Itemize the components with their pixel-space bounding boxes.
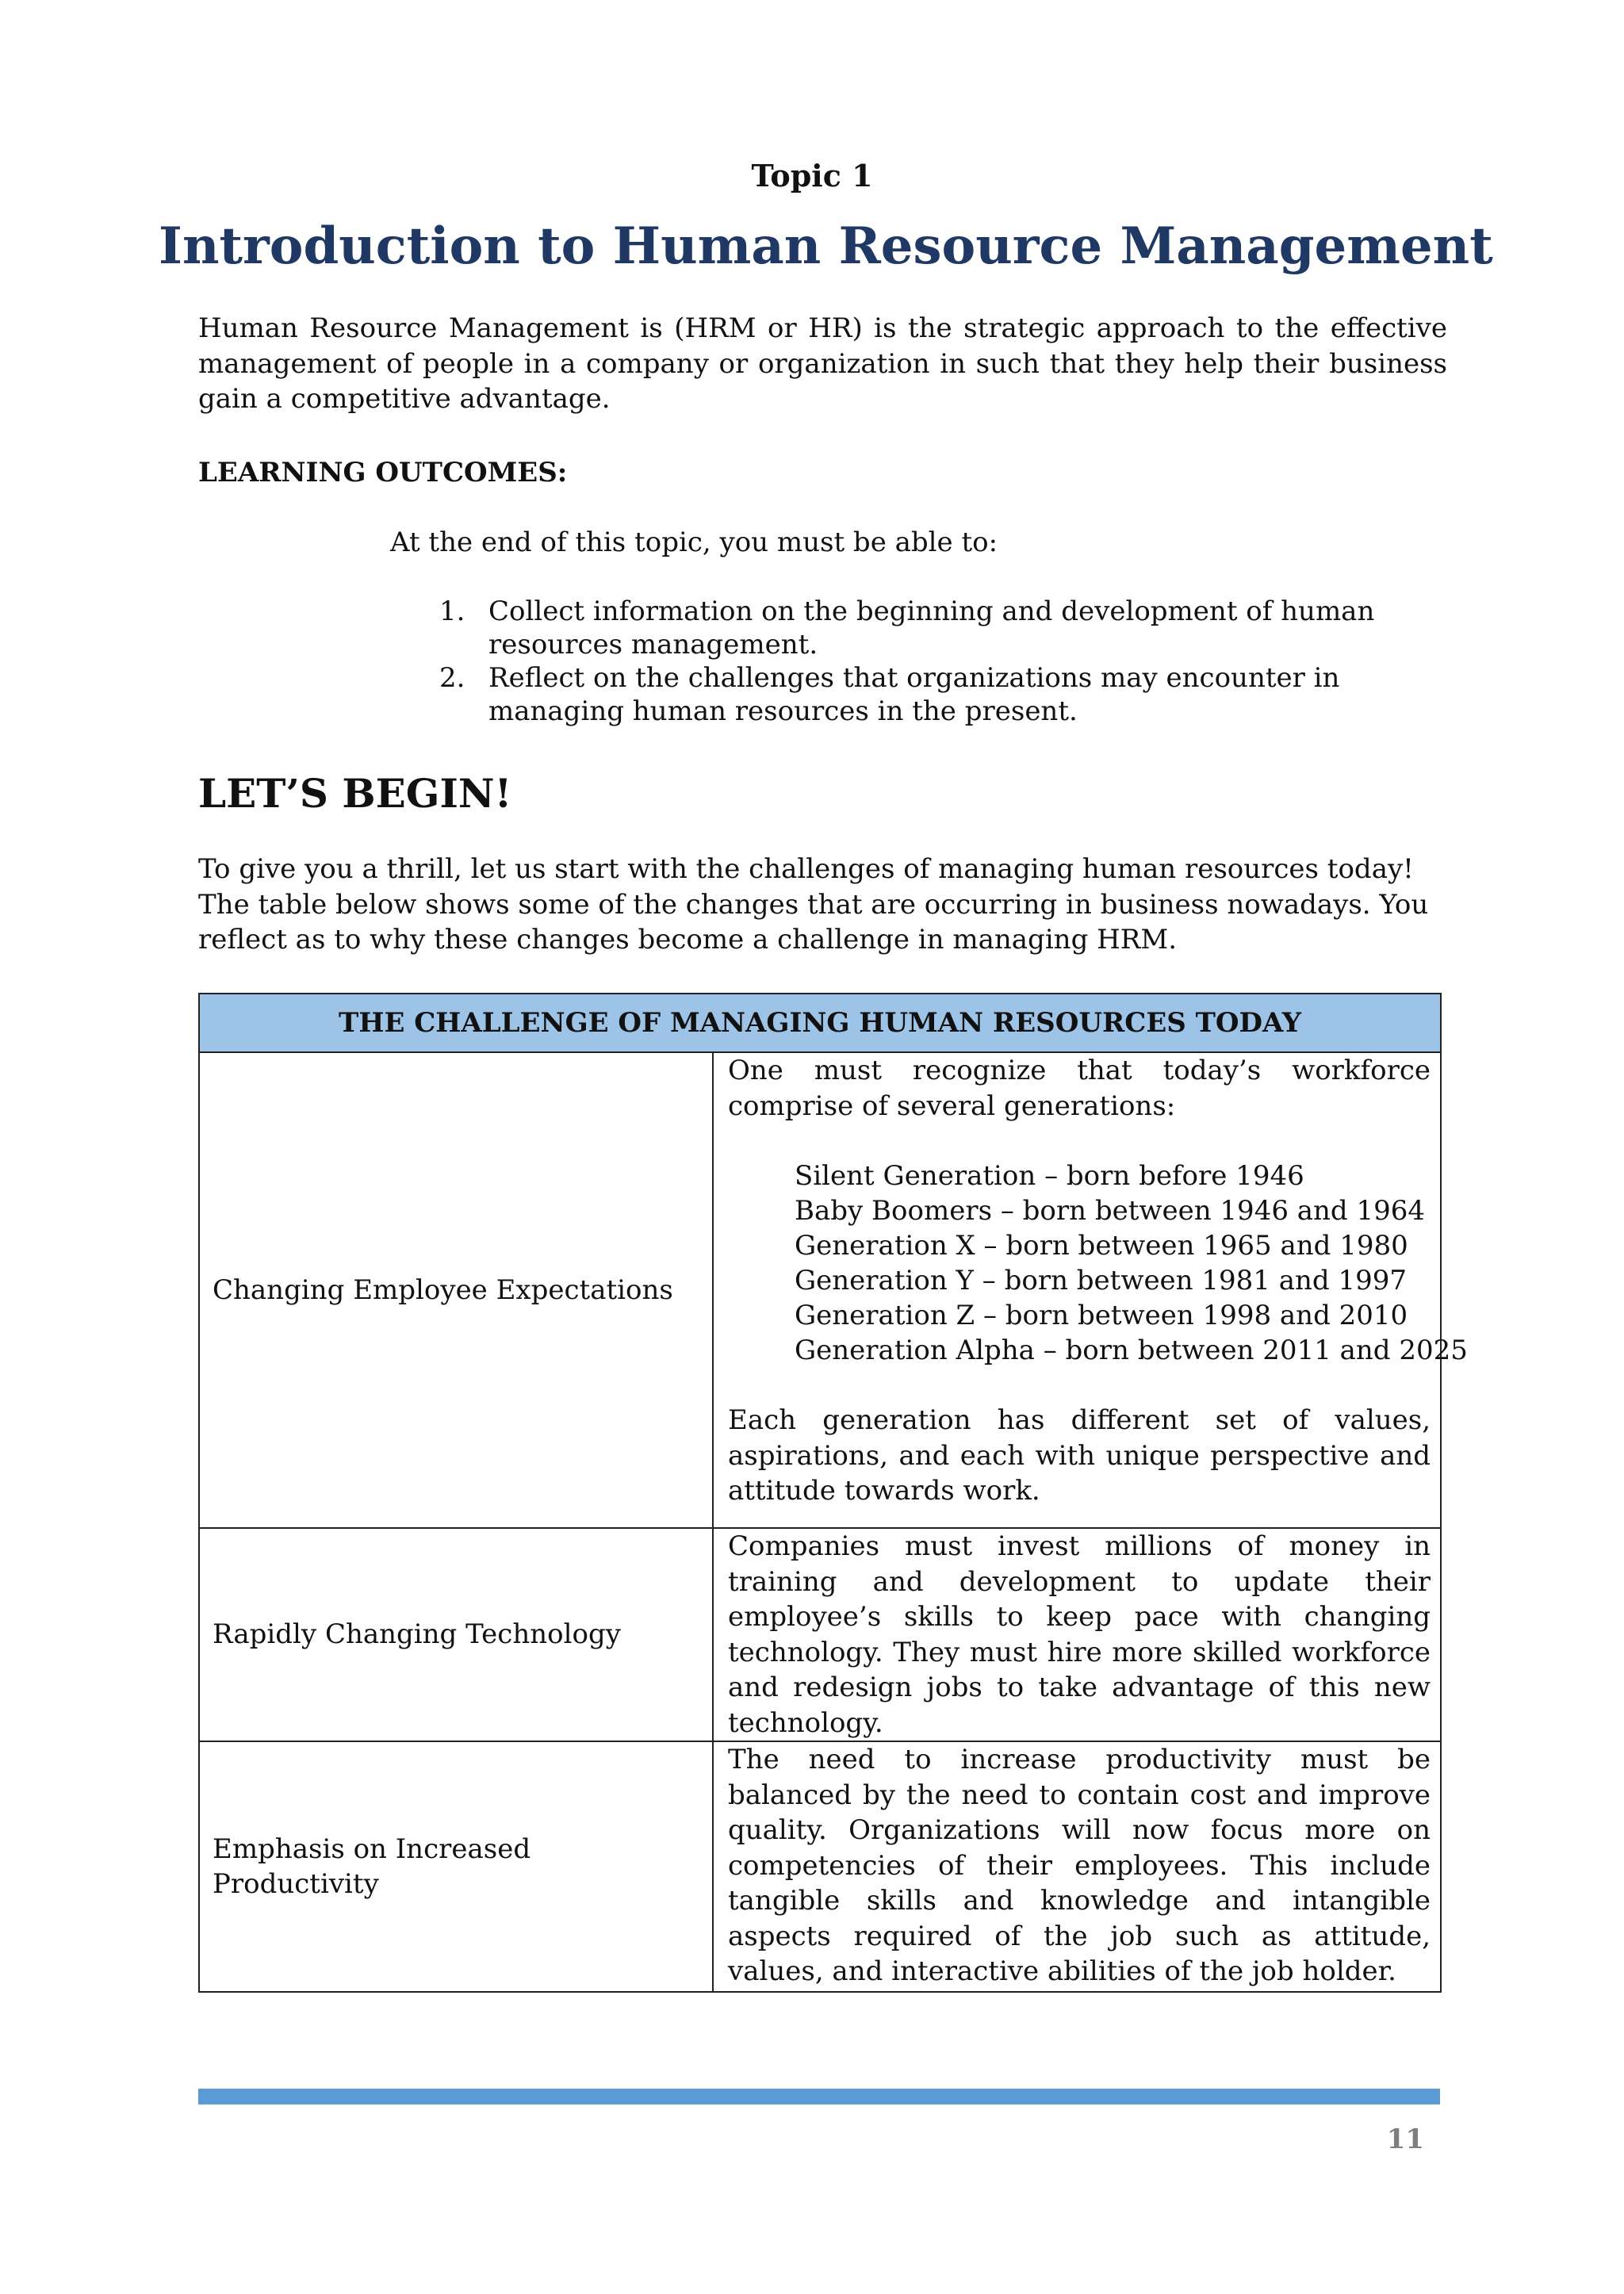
table-row [199,1741,1441,1992]
generation-list [795,1158,1468,1368]
table-cell-description: The need to increase productivity must be balanced by the need to contain cost and improve quality. Organizations will now focus more on competencies of their employees. This include tangible skills and knowledge and intangible aspects required of the job such as attitude, values, and interactive abilities of the job holder. [713,1741,1441,1992]
table-cell-label: Rapidly Changing Technology [199,1528,713,1741]
page-title: Introduction to Human Resource Management [159,216,1493,276]
page-number: 11 [1386,2124,1424,2155]
list-item-number: 1. [439,596,465,627]
lets-begin-heading: LET’S BEGIN! [198,770,512,817]
table-cell-description [713,1052,1468,1528]
table-header-row [199,994,1441,1052]
table-cell-description: Companies must invest millions of money in training and development to update their employee’s skills to keep pace with changing technology. They must hire more skilled workforce and redesign jobs to take advantage of this new technology. [713,1528,1441,1741]
list-item: Generation Alpha – born between 2011 and 2025 [795,1335,1468,1366]
table-cell-label: Changing Employee Expectations [199,1052,713,1528]
list-item: Generation Z – born between 1998 and 2010 [795,1300,1408,1331]
list-item: Generation X – born between 1965 and 1980 [795,1230,1408,1262]
table-row [199,1052,1441,1528]
description-intro: One must recognize that today’s workforce comprise of several generations: [728,1055,1431,1122]
topic-label: Topic 1 [751,158,873,193]
list-item [439,661,1438,728]
footer-divider [198,2089,1440,2104]
intro-paragraph: Human Resource Management is (HRM or HR) is the strategic approach to the effective management of people in a company or organization in such that they help their business gain a competitive advantage. [198,312,1447,415]
list-item-text: Reflect on the challenges that organizations may encounter in managing human resources in the present. [488,662,1340,727]
learning-outcomes-list [439,595,1438,728]
table-cell-label: Emphasis on Increased Productivity [199,1741,713,1992]
list-item: Generation Y – born between 1981 and 1997 [795,1265,1407,1296]
table-header: THE CHALLENGE OF MANAGING HUMAN RESOURCES TODAY [199,994,1441,1052]
learning-outcomes-intro: At the end of this topic, you must be able to: [390,527,998,558]
list-item-number: 2. [439,662,465,694]
list-item [439,595,1438,661]
description-outro: Each generation has different set of values, aspirations, and each with unique perspective and attitude towards work. [728,1404,1431,1507]
list-item: Baby Boomers – born between 1946 and 1964 [795,1195,1426,1227]
learning-outcomes-heading: LEARNING OUTCOMES: [198,457,568,488]
list-item: Silent Generation – born before 1946 [795,1160,1304,1192]
list-item-text: Collect information on the beginning and development of human resources management. [488,596,1375,661]
lets-begin-paragraph: To give you a thrill, let us start with the challenges of managing human resources today! The table below shows some of the changes that are occurring in business nowadays. You reflect as to why these changes become a challenge in managing HRM. [198,853,1429,956]
table-row [199,1528,1441,1741]
challenge-table [198,993,1468,1993]
